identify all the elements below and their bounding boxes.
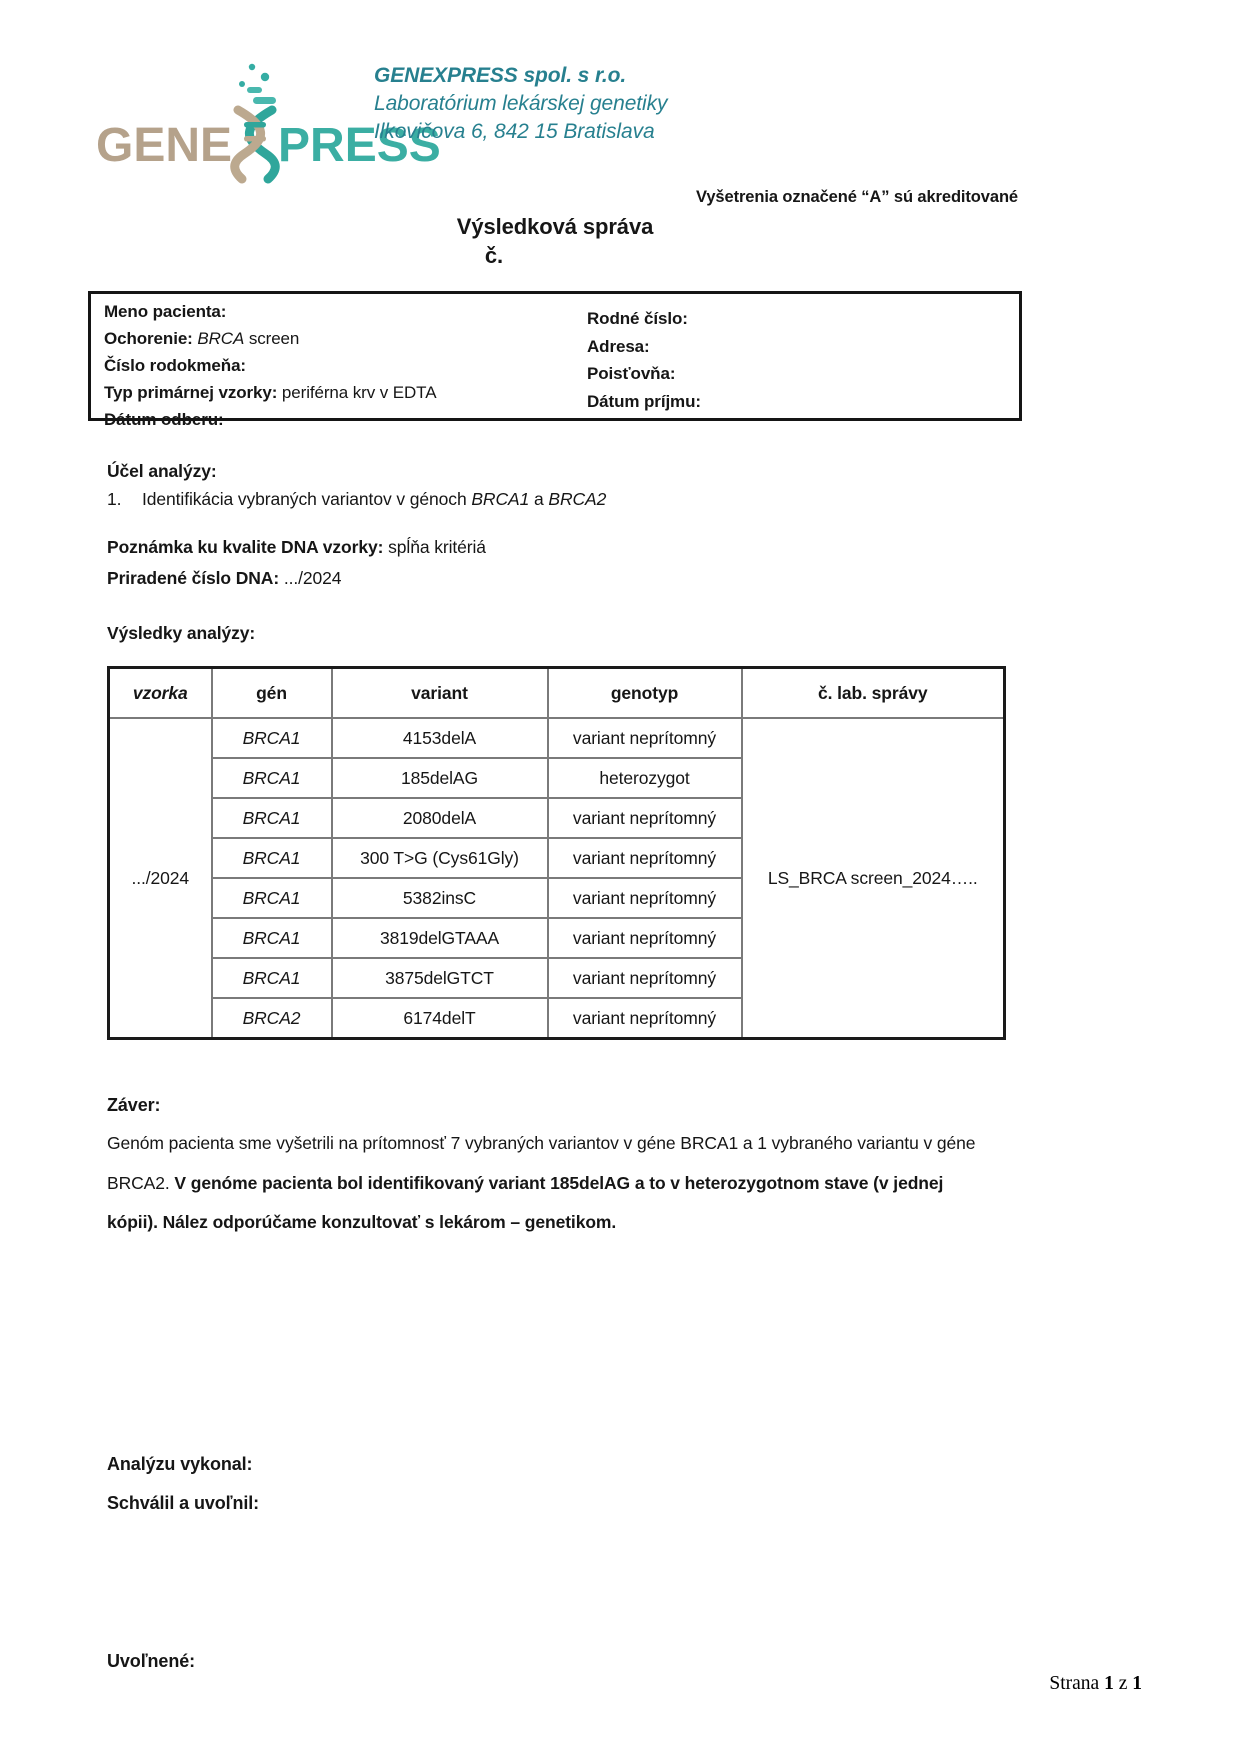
results-table-wrap [107, 666, 1006, 1040]
page-number [1049, 1673, 1142, 1695]
patient-field-ochorenie: Ochorenie: BRCA screen [104, 329, 300, 348]
conclusion-normal-text: Genóm pacienta sme vyšetrili na prítomnosť 7 vybraných variantov v géne BRCA1 a 1 vybraného variantu v géne BRCA2. [107, 1133, 981, 1193]
results-header-row [109, 668, 1005, 719]
variant-cell: 4153delA [332, 718, 548, 758]
genotype-cell: variant neprítomný [548, 918, 742, 958]
page-number-current: 1 [1104, 1673, 1114, 1694]
gene-cell: BRCA1 [212, 798, 332, 838]
gene-cell: BRCA1 [212, 878, 332, 918]
conclusion-bold-text: V genóme pacienta bol identifikovaný variant 185delAG a to v heterozygotnom stave (v jednej kópii). Nález odporúčame konzultovať s lekárom – genetikom. [107, 1172, 949, 1232]
purpose-heading: Účel analýzy: [107, 461, 217, 481]
variant-cell: 3819delGTAAA [332, 918, 548, 958]
purpose-item-text: Identifikácia vybraných variantov v génoch [142, 489, 472, 509]
patient-box-right-column [587, 305, 701, 415]
page-number-total: 1 [1132, 1673, 1142, 1694]
genotype-cell: variant neprítomný [548, 838, 742, 878]
variant-cell: 3875delGTCT [332, 958, 548, 998]
gene-cell: BRCA1 [212, 718, 332, 758]
gene-cell: BRCA1 [212, 758, 332, 798]
col-header-genotyp: genotyp [548, 668, 742, 719]
dna-helix-icon [225, 62, 285, 186]
patient-info-box [88, 291, 1022, 429]
company-info [374, 62, 667, 146]
approver-label: Schválil a uvoľnil: [107, 1493, 260, 1513]
report-number-label: č. [484, 243, 504, 268]
gene-cell: BRCA1 [212, 958, 332, 998]
gene-name-brca1: BRCA1 [471, 489, 530, 509]
report-title: Výsledková správa [456, 214, 654, 239]
genotype-cell: variant neprítomný [548, 718, 742, 758]
patient-field-meno-pacienta: Meno pacienta: [104, 302, 227, 321]
patient-field-poistovna: Poisťovňa: [587, 364, 676, 383]
col-header-gen: gén [212, 668, 332, 719]
variant-cell: 300 T>G (Cys61Gly) [332, 838, 548, 878]
genotype-cell: heterozygot [548, 758, 742, 798]
logo-press-text: PRESS [278, 119, 441, 172]
patient-field-rodne-cislo: Rodné číslo: [587, 309, 688, 328]
col-header-lab-spravy: č. lab. správy [742, 668, 1005, 719]
variant-cell: 185delAG [332, 758, 548, 798]
results-table [107, 666, 1006, 1040]
patient-field-typ-vzorky: Typ primárnej vzorky: periférna krv v EDTA [104, 383, 437, 402]
sample-id-cell: .../2024 [109, 718, 212, 1039]
variant-cell: 5382insC [332, 878, 548, 918]
page-number-prefix: Strana [1049, 1673, 1105, 1694]
conclusion-heading: Záver: [107, 1095, 161, 1115]
accreditation-note: Vyšetrenia označené “A” sú akreditované [696, 188, 1018, 206]
company-name: GENEXPRESS spol. s r.o. [374, 64, 627, 87]
analyst-label: Analýzu vykonal: [107, 1454, 253, 1474]
purpose-item-conjunction: a [529, 489, 549, 509]
col-header-variant: variant [332, 668, 548, 719]
page-number-separator: z [1113, 1673, 1133, 1694]
results-heading: Výsledky analýzy: [107, 623, 256, 643]
patient-box-left-column [104, 298, 436, 433]
gene-cell: BRCA1 [212, 918, 332, 958]
gene-cell: BRCA2 [212, 998, 332, 1039]
table-row [109, 718, 1005, 758]
released-label: Uvoľnené: [107, 1651, 196, 1671]
col-header-vzorka: vzorka [109, 668, 212, 719]
purpose-item-number: 1. [107, 489, 122, 509]
conclusion-text [107, 1124, 988, 1243]
genotype-cell: variant neprítomný [548, 998, 742, 1039]
company-department: Laboratórium lekárskej genetiky [374, 92, 668, 115]
gene-cell: BRCA1 [212, 838, 332, 878]
purpose-item [107, 489, 606, 510]
logo-gene-text: GENE [96, 119, 233, 172]
variant-cell: 6174delT [332, 998, 548, 1039]
genotype-cell: variant neprítomný [548, 958, 742, 998]
dna-quality-note: Poznámka ku kvalite DNA vzorky: spĺňa kritériá [107, 537, 486, 557]
gene-name-brca2: BRCA2 [548, 489, 607, 509]
report-id-cell: LS_BRCA screen_2024….. [742, 718, 1005, 1039]
company-address: Ilkovičova 6, 842 15 Bratislava [374, 120, 655, 143]
genotype-cell: variant neprítomný [548, 878, 742, 918]
variant-cell: 2080delA [332, 798, 548, 838]
patient-field-cislo-rodokmena: Číslo rodokmeňa: [104, 356, 246, 375]
patient-field-datum-prijmu: Dátum príjmu: [587, 391, 701, 411]
patient-field-adresa: Adresa: [587, 336, 650, 356]
dna-number: Priradené číslo DNA: .../2024 [107, 568, 342, 588]
genotype-cell: variant neprítomný [548, 798, 742, 838]
patient-field-datum-odberu: Dátum odberu: [104, 410, 224, 429]
